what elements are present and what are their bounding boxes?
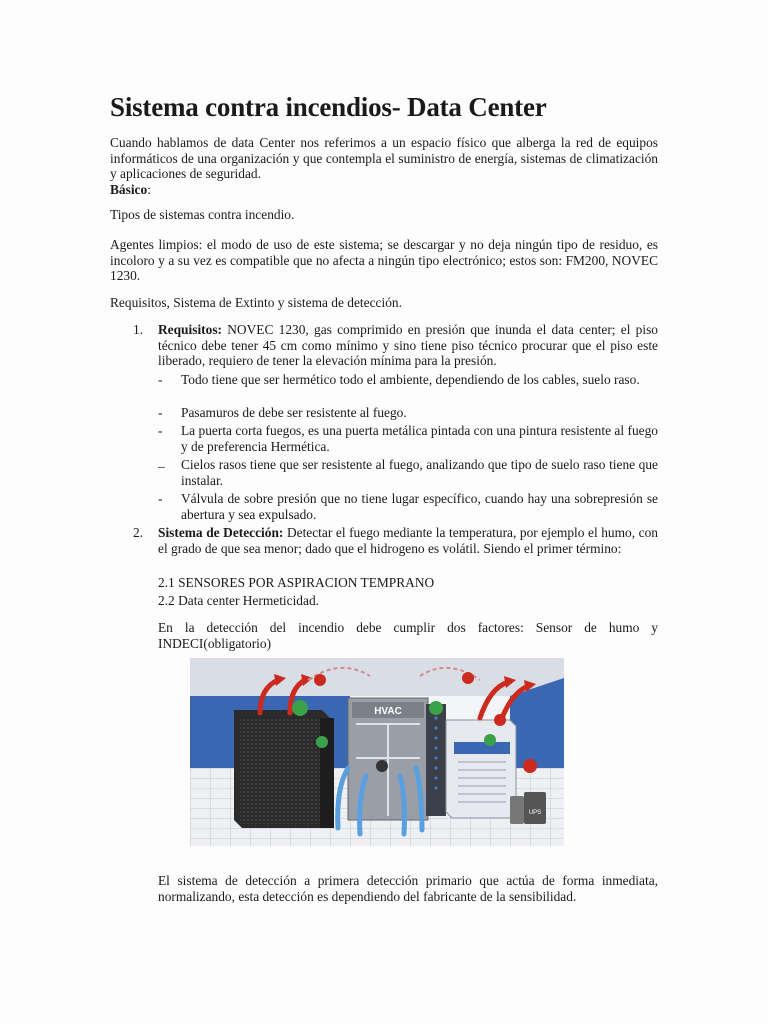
ups-battery-1	[510, 796, 524, 824]
requisitos-intro: Requisitos, Sistema de Extinto y sistema de detección.	[110, 295, 402, 310]
bullet-item: Válvula de sobre presión que no tiene lugar específico, cuando hay una sobrepresión se abertura y sea expulsado.	[181, 491, 658, 522]
document-title: Sistema contra incendios- Data Center	[110, 92, 547, 122]
bullet-mark: -	[158, 423, 163, 438]
item1-paragraph	[158, 322, 658, 369]
suppression-cabinet	[446, 720, 516, 818]
data-center-illustration	[190, 658, 564, 846]
hvac-label: HVAC	[374, 706, 402, 717]
temperature-sensor-icon	[292, 700, 308, 716]
bullet-mark: -	[158, 372, 163, 387]
intro-text: Cuando hablamos de data Center nos referimos a un espacio físico que alberga la red de equipos informáticos de una organización y que contempla el suministro de energía, sistemas de climatización y aplicaciones de seguridad.	[110, 135, 658, 181]
intro-paragraph	[110, 135, 658, 197]
bullet-item: La puerta corta fuegos, es una puerta metálica pintada con una pintura resistente al fuego y de preferencia Hermética.	[181, 423, 658, 454]
sensor-icon	[429, 701, 443, 715]
item2-label: Sistema de Detección:	[158, 525, 284, 540]
basico-label: Básico	[110, 181, 148, 197]
item2-paragraph	[158, 525, 658, 556]
agentes-paragraph: Agentes limpios: el modo de uso de este sistema; se descargar y no deja ningún tipo de residuo, es incoloro y a su vez es compatible que no afecta a ningún tipo electrónico; estos son: FM200, NOVEC 1230.	[110, 237, 658, 283]
subitem-2-1: 2.1 SENSORES POR ASPIRACION TEMPRANO	[158, 575, 435, 590]
subitem-2-2: 2.2 Data center Hermeticidad.	[158, 593, 319, 608]
list-number-1: 1.	[133, 322, 144, 337]
item1-label: Requisitos:	[158, 322, 222, 337]
bullet-item: Pasamuros de debe ser resistente al fuego.	[181, 405, 407, 420]
rack-grille	[240, 718, 320, 824]
bullet-mark: _	[158, 454, 165, 469]
bullet-item: Todo tiene que ser hermético todo el ambiente, dependiendo de los cables, suelo raso.	[181, 372, 640, 387]
smoke-detector-icon	[314, 674, 326, 686]
server-rack-middle	[426, 704, 446, 816]
sensor-icon	[316, 736, 328, 748]
bullet-item: Cielos rasos tiene que ser resistente al fuego, analizando que tipo de suelo raso tiene que instalar.	[181, 457, 658, 488]
hvac-nozzle	[376, 760, 388, 772]
closing-paragraph: El sistema de detección a primera detección primario que actúa de forma inmediata, normalizando, esta detección es dependiendo del fabricante de la sensibilidad.	[158, 873, 658, 904]
ups-battery-2	[524, 792, 546, 824]
bullet-mark: -	[158, 491, 163, 506]
smoke-detector-icon	[462, 672, 474, 684]
bullet-mark: -	[158, 405, 163, 420]
tipos-paragraph: Tipos de sistemas contra incendio.	[110, 207, 295, 222]
deteccion-paragraph: En la detección del incendio debe cumplir dos factores: Sensor de humo y INDECI(obligatorio)	[158, 620, 658, 651]
rack-side	[320, 718, 334, 828]
list-number-2: 2.	[133, 525, 144, 540]
sensor-icon	[484, 734, 496, 746]
basico-colon: :	[147, 181, 151, 197]
item1-text: NOVEC 1230, gas comprimido en presión que inunda el data center; el piso técnico debe tener 45 cm como mínimo y sino tiene piso técnico procurar que el piso este liberado, requiero de tener la elevación mínima para la presión.	[158, 322, 658, 368]
item2-text: Detectar el fuego mediante la temperatura, por ejemplo el humo, con el grado de que sea menor; dado que el hidrogeno es volátil. Siendo el primer término:	[158, 525, 658, 556]
ups-label: UPS	[528, 810, 542, 816]
cabinet-display	[454, 742, 510, 754]
fire-alarm-icon	[494, 714, 506, 726]
ceiling	[190, 658, 564, 696]
power-plug-icon	[523, 759, 537, 773]
